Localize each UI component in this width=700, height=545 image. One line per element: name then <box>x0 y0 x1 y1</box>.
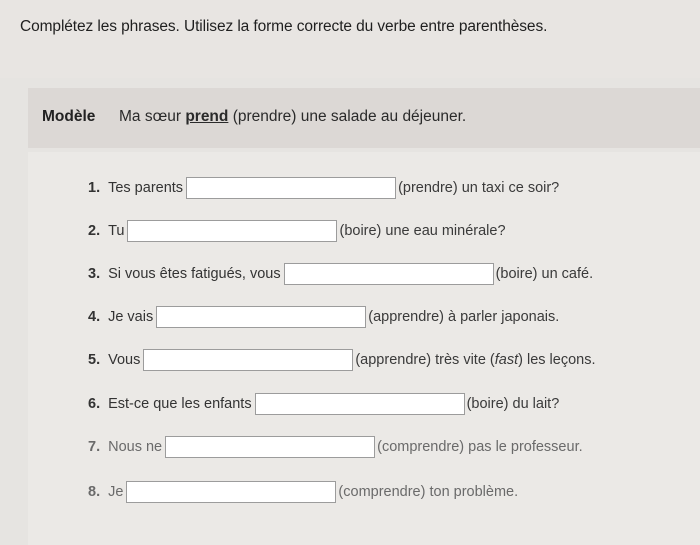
instructions-text: Complétez les phrases. Utilisez la forme correcte du verbe entre parenthèses. <box>20 18 548 35</box>
answer-field-4[interactable] <box>156 306 366 328</box>
exercise-item-2 <box>28 216 506 246</box>
item-prompt: Tes parents <box>108 180 184 196</box>
verb-hint: (comprendre) pas le professeur. <box>377 439 583 455</box>
verb-hint: (comprendre) ton problème. <box>338 484 519 500</box>
verb-hint <box>355 352 595 368</box>
answer-field-6[interactable] <box>255 393 465 415</box>
answer-field-7[interactable] <box>165 436 375 458</box>
item-number: 2. <box>88 223 101 239</box>
item-prompt: Vous <box>108 352 141 368</box>
model-verb: prend <box>185 108 229 125</box>
hint-part: (apprendre) très vite ( <box>355 352 495 368</box>
item-number: 6. <box>88 396 101 412</box>
exercise-item-5 <box>28 345 596 375</box>
hint-part: ) les leçons. <box>518 352 596 368</box>
item-prompt: Je <box>108 484 124 500</box>
item-number: 8. <box>88 484 101 500</box>
verb-hint: (boire) une eau minérale? <box>339 223 506 239</box>
model-subject: Ma sœur <box>119 108 181 125</box>
exercise-item-6 <box>28 389 559 419</box>
model-example <box>28 88 700 148</box>
verb-hint: (boire) un café. <box>495 266 594 282</box>
hint-english-gloss: fast <box>494 352 519 368</box>
answer-field-8[interactable] <box>126 481 336 503</box>
instructions-header <box>0 0 700 78</box>
item-prompt: Nous ne <box>108 439 163 455</box>
answer-field-5[interactable] <box>143 349 353 371</box>
item-number: 1. <box>88 180 101 196</box>
model-sentence <box>119 108 466 126</box>
model-label: Modèle <box>42 108 96 125</box>
item-number: 7. <box>88 439 101 455</box>
answer-field-3[interactable] <box>284 263 494 285</box>
model-rest: (prendre) une salade au déjeuner. <box>232 108 467 125</box>
exercise-item-4 <box>28 302 559 332</box>
verb-hint: (boire) du lait? <box>466 396 560 412</box>
item-number: 3. <box>88 266 101 282</box>
answer-field-2[interactable] <box>127 220 337 242</box>
verb-hint: (prendre) un taxi ce soir? <box>398 180 560 196</box>
exercise-item-8 <box>28 477 518 507</box>
exercise-item-1 <box>28 173 559 203</box>
item-prompt: Tu <box>108 223 125 239</box>
exercise-item-3 <box>28 259 593 289</box>
item-prompt: Est-ce que les enfants <box>108 396 252 412</box>
answer-field-1[interactable] <box>186 177 396 199</box>
exercise-item-7 <box>28 432 583 462</box>
item-prompt: Si vous êtes fatigués, vous <box>108 266 281 282</box>
item-prompt: Je vais <box>108 309 154 325</box>
verb-hint: (apprendre) à parler japonais. <box>368 309 560 325</box>
item-number: 5. <box>88 352 101 368</box>
exercise-list <box>28 152 700 545</box>
item-number: 4. <box>88 309 101 325</box>
